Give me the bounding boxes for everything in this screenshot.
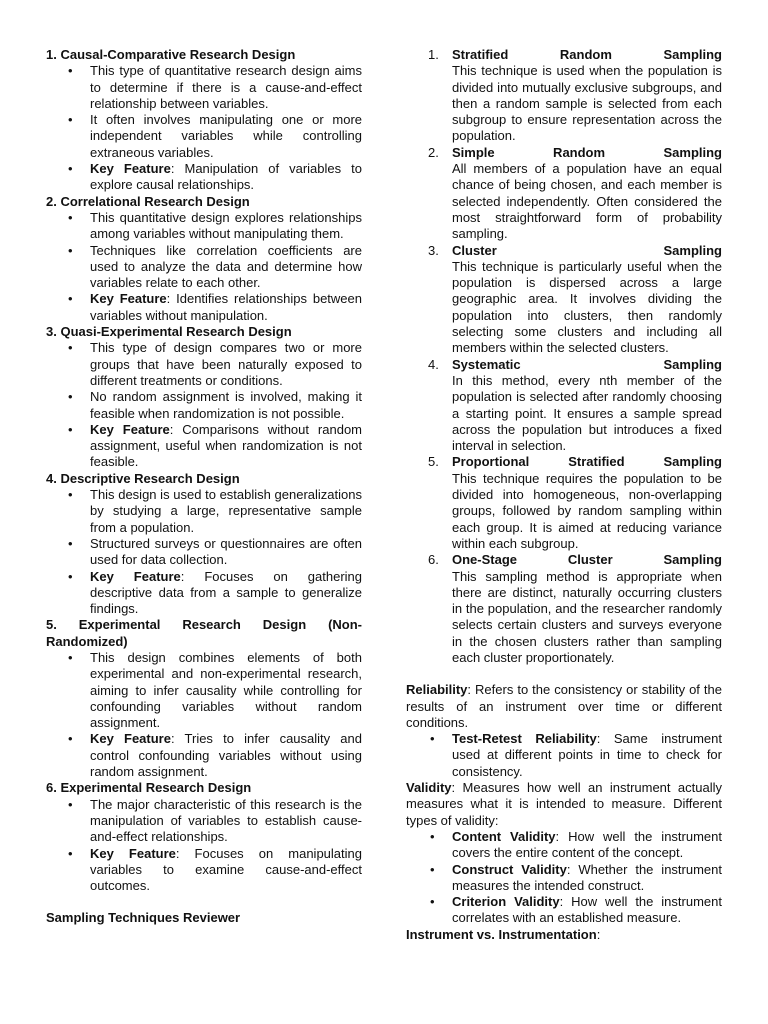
list-item: • This type of design compares two or more groups that have been naturally exposed to different treatments or conditions. — [90, 340, 362, 389]
key-feature-label: Key Feature — [90, 731, 171, 747]
bullet-list — [46, 650, 362, 780]
list-item — [452, 862, 722, 895]
key-feature-text: : Focuses on manipulating variables to examine cause-and-effect outcomes. — [90, 845, 362, 894]
list-item — [90, 291, 362, 324]
reliability-type-label: Test-Retest Reliability — [452, 731, 597, 747]
key-feature-text: : Manipulation of variables to explore causal relationships. — [90, 161, 363, 193]
sampling-name: Stratified Random Sampling — [452, 47, 722, 62]
key-feature-label: Key Feature — [90, 421, 170, 437]
instrument-paragraph — [406, 927, 722, 943]
sampling-item — [406, 47, 722, 145]
validity-paragraph — [406, 780, 722, 829]
bullet-list — [46, 63, 362, 193]
list-item: • No random assignment is involved, making it feasible when randomization is not possible. — [90, 389, 362, 422]
list-item: • This type of quantitative research design aims to determine if there is a cause-and-effect relationship between variables. — [90, 63, 362, 112]
sampling-item — [406, 454, 722, 552]
sampling-description: All members of a population have an equal chance of being chosen, and each member is selected independently. Often considered the most straightforward form of probability sampling. — [452, 161, 722, 242]
validity-term: Validity — [406, 780, 452, 796]
validity-text: : Measures how well an instrument actually measures what it is intended to measure. Different types of validity: — [406, 780, 722, 828]
sampling-description: In this method, every nth member of the population is selected after randomly choosing a starting point. It ensures a sample spread across the population but introduces a fixed interval in selection. — [452, 372, 722, 454]
reliability-type-text: : Same instrument used at different points in time to check for consistency. — [452, 731, 722, 779]
section-quasi-experimental — [46, 324, 362, 471]
item-number: 6. — [428, 552, 439, 568]
bullet-list — [46, 340, 362, 470]
list-item: • It often involves manipulating one or more independent variables while controlling extraneous variables. — [90, 112, 362, 161]
bullet-list — [46, 210, 362, 324]
reliability-paragraph — [406, 682, 722, 731]
section-experimental-non-randomized — [46, 617, 362, 780]
sampling-item — [406, 357, 722, 455]
key-feature-text: : Identifies relationships between variables without manipulation. — [90, 291, 363, 323]
sampling-description: This technique is used when the population is divided into mutually exclusive subgroups, and then a random sample is selected from each subgroup to ensure representation across the population. — [452, 63, 722, 144]
spacer — [406, 666, 722, 682]
sampling-item — [406, 145, 722, 243]
reliability-text: : Refers to the consistency or stability of the results of an instrument over time or different conditions. — [406, 682, 722, 730]
instrument-text: : — [596, 926, 601, 942]
section-title: 2. Correlational Research Design — [46, 193, 250, 209]
sampling-description: This sampling method is appropriate when there are distinct, naturally occurring clusters in the population, and the researcher randomly selects certain clusters and surveys everyone in the chosen clusters rather than sampling each cluster proportionately. — [452, 568, 722, 665]
list-item — [90, 731, 362, 780]
sampling-name: Proportional Stratified Sampling — [452, 454, 722, 470]
sampling-name: Simple Random Sampling — [452, 144, 722, 160]
list-item: • This design is used to establish generalizations by studying a large, representative sample from a population. — [90, 487, 362, 536]
list-item: • This quantitative design explores relationships among variables without manipulating them. — [90, 210, 362, 243]
item-number: 5. — [428, 454, 439, 470]
validity-type-label: Criterion Validity — [452, 894, 560, 910]
key-feature-label: Key Feature — [90, 291, 167, 307]
sampling-item — [406, 243, 722, 357]
list-item: • The major characteristic of this research is the manipulation of variables to establish cause-and-effect relationships. — [90, 797, 362, 846]
sampling-list — [406, 47, 722, 666]
key-feature-text: : Comparisons without random assignment, useful when randomization is not feasible. — [90, 421, 362, 470]
sampling-description: This technique is particularly useful when the population is dispersed across a large geographic area. It involves dividing the population into clusters, then randomly selecting some clusters and including all members within the selected clusters. — [452, 258, 722, 356]
list-item — [90, 422, 362, 471]
section-title: 5. Experimental Research Design (Non-Randomized) — [46, 617, 362, 649]
section-correlational — [46, 194, 362, 324]
sampling-reviewer-heading: Sampling Techniques Reviewer — [46, 910, 241, 926]
sampling-item — [406, 552, 722, 666]
list-item — [452, 829, 722, 862]
key-feature-label: Key Feature — [90, 845, 176, 861]
sampling-description: This technique requires the population to be divided into homogeneous, non-overlapping groups, followed by random sampling within each group. It is aimed at reducing variance within each subgroup. — [452, 470, 722, 551]
validity-type-text: : How well the instrument covers the entire content of the concept. — [452, 828, 722, 861]
key-feature-text: : Focuses on gathering descriptive data from a sample to generalize findings. — [90, 568, 363, 617]
sampling-name: One-Stage Cluster Sampling — [452, 552, 722, 568]
item-number: 2. — [428, 144, 439, 160]
section-causal-comparative — [46, 47, 362, 194]
reliability-term: Reliability — [406, 682, 468, 698]
item-number: 4. — [428, 356, 439, 372]
key-feature-text: : Tries to infer causality and control confounding variables without using random assignment. — [90, 731, 362, 780]
validity-list — [406, 829, 722, 927]
validity-type-label: Content Validity — [452, 828, 556, 844]
section-title: 6. Experimental Research Design — [46, 780, 252, 796]
key-feature-label: Key Feature — [90, 568, 181, 584]
list-item — [90, 161, 362, 194]
validity-type-label: Construct Validity — [452, 861, 567, 877]
bullet-list — [46, 487, 362, 617]
item-number: 1. — [428, 47, 439, 62]
right-column — [406, 47, 722, 943]
list-item — [90, 569, 362, 618]
list-item: • This design combines elements of both experimental and non-experimental research, aiming to infer causality while controlling for confounding variables without random assignment. — [90, 650, 362, 731]
list-item: • Structured surveys or questionnaires are often used for data collection. — [90, 536, 362, 569]
instrument-term: Instrument vs. Instrumentation — [406, 926, 597, 942]
list-item — [452, 894, 722, 927]
left-column — [46, 47, 362, 927]
section-title: 4. Descriptive Research Design — [46, 470, 240, 486]
section-experimental — [46, 780, 362, 894]
bullet-list — [46, 797, 362, 895]
validity-type-text: : How well the instrument correlates with an established measure. — [452, 894, 722, 926]
list-item — [452, 731, 722, 780]
validity-type-text: : Whether the instrument measures the intended construct. — [452, 861, 722, 893]
key-feature-label: Key Feature — [90, 161, 171, 177]
reliability-list — [406, 731, 722, 780]
item-number: 3. — [428, 242, 439, 258]
sampling-name: Systematic Sampling — [452, 356, 722, 372]
section-descriptive — [46, 471, 362, 618]
list-item: • Techniques like correlation coefficients are used to analyze the data and determine how variables relate to each other. — [90, 243, 362, 292]
list-item — [90, 846, 362, 895]
section-title: 3. Quasi-Experimental Research Design — [46, 324, 292, 340]
section-title: 1. Causal-Comparative Research Design — [46, 47, 296, 62]
sampling-name: Cluster Sampling — [452, 242, 722, 258]
